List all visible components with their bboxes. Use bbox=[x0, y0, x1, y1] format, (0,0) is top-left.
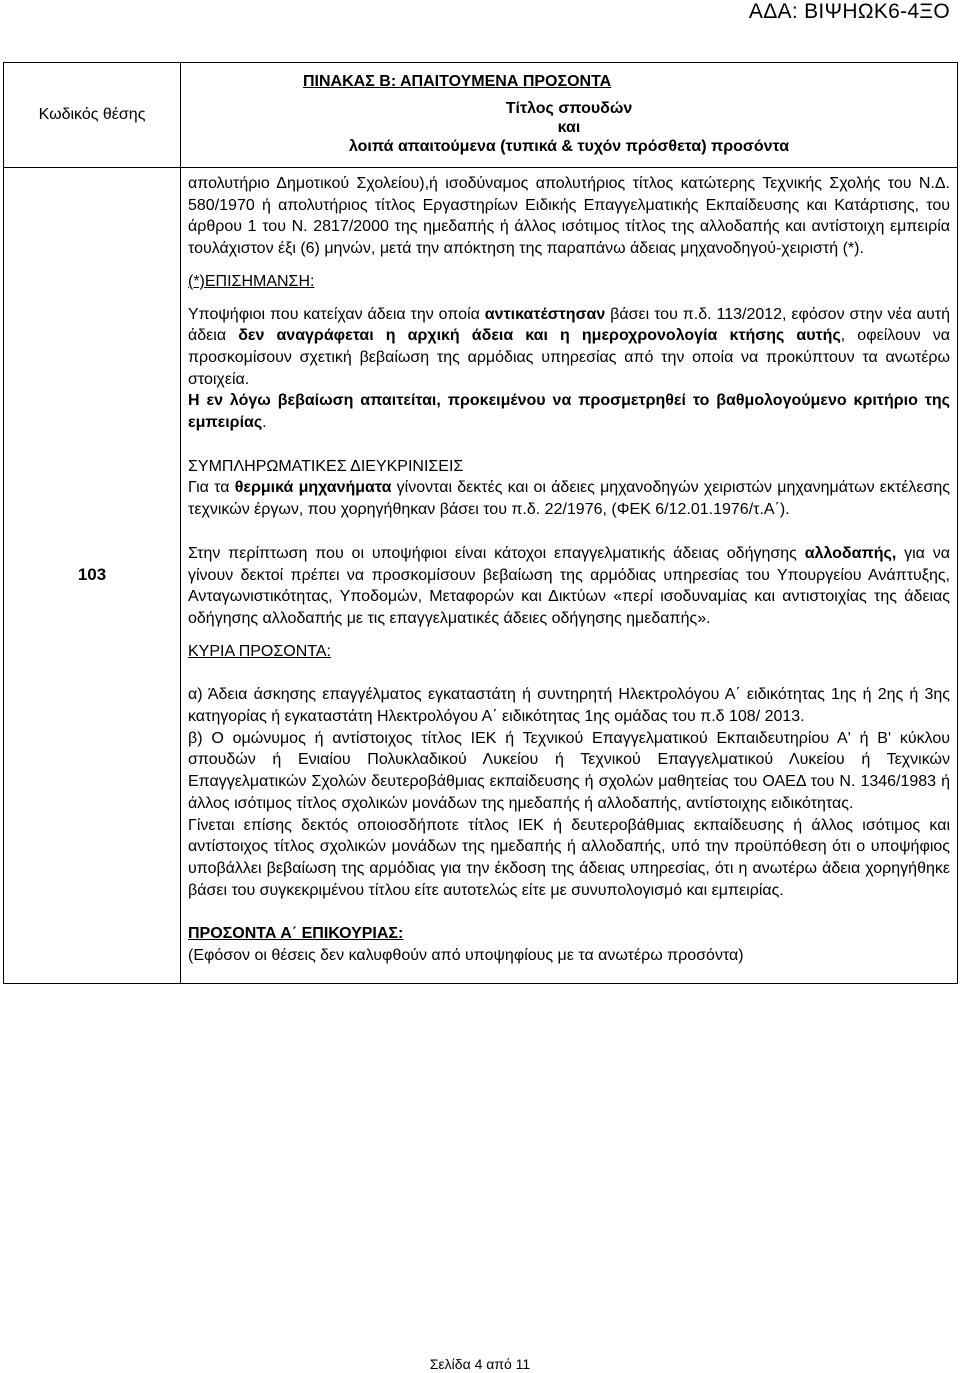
column-header-line-2: και bbox=[557, 119, 581, 136]
table-row bbox=[4, 168, 958, 984]
foreign-license-paragraph: Στην περίπτωση που οι υποψήφιοι είναι κάτοχοι επαγγελματικής άδειας οδήγησης αλλοδαπής, για να γίνουν δεκτοί πρέπει να προσκομίσουν βεβαίωση της αρμόδιας υπηρεσίας του Υπουργείου Ανάπτυξης, Ανταγωνιστικότητας, Υποδομών, Μεταφορών και Δικτύων «περί ισοδυναμίας και αντιστοιχίας της άδειας οδήγησης αλλοδαπής με τις επαγγελματικές άδειες οδήγησης ημεδαπής». bbox=[188, 544, 950, 627]
column-header-line-1: Τίτλος σπουδών bbox=[505, 100, 633, 117]
position-code: 103 bbox=[4, 168, 181, 984]
main-qualification-b: β) Ο ομώνυμος ή αντίστοιχος τίτλος ΙΕΚ ή Τεχνικού Επαγγελματικού Εκπαιδευτηρίου Α' ή Β' κύκλου σπουδών ή Ενιαίου Πολυκλαδικού Λυκείου ή Τεχνικού Επαγγελματικού Λυκείου ή Τεχνικών Επαγγελματικών Σχολών δευτεροβάθμιας εκπαίδευσης ή σχολών μαθητείας του ΟΑΕΔ του Ν. 1346/1983 ή άλλος ισότιμος τίτλος σχολικών μονάδων της ημεδαπής ή αλλοδαπής, αντίστοιχης ειδικότητας. bbox=[188, 729, 950, 812]
main-qualification-a: α) Άδεια άσκησης επαγγέλματος εγκαταστάτη ή συντηρητή Ηλεκτρολόγου Α΄ ειδικότητας 1ης ή 2ης ή 3ης κατηγορίας ή εγκαταστάτη Ηλεκτρολόγου Α΄ ειδικότητας 1ης ομάδας του π.δ 108/ 2013. bbox=[188, 686, 950, 726]
table-header-row bbox=[4, 63, 958, 168]
main-qualification-c: Γίνεται επίσης δεκτός οποιοσδήποτε τίτλος ΙΕΚ ή δευτεροβάθμιας εκπαίδευσης ή άλλος ισότιμος και αντίστοιχος τίτλος σχολικών μονάδων της ημεδαπής ή αλλοδαπής, υπό την προϋπόθεση ότι ο υποψήφιος υποβάλλει βεβαίωση της αρμόδιας για την έκδοση της άδειας υπηρεσίας, ότι η ανωτέρω άδεια χορηγήθηκε βάσει του συγκεκριμένου τίτλου είτε αυτοτελώς είτε με συνυπολογισμό και εμπειρίας. bbox=[188, 816, 950, 899]
requirements-table bbox=[3, 62, 958, 984]
main-qualifications-heading: ΚΥΡΙΑ ΠΡΟΣΟΝΤΑ: bbox=[188, 642, 331, 660]
document-id: ΑΔΑ: ΒΙΨΗΩΚ6-4ΞΟ bbox=[748, 0, 950, 23]
notice-paragraph: Υποψήφιοι που κατείχαν άδεια την οποία αντικατέστησαν βάσει του π.δ. 113/2012, εφόσον στην νέα αυτή άδεια δεν αναγράφεται η αρχική άδεια και η ημεροχρονολογία κτήσης αυτής, οφείλουν να προσκομίσουν σχετική βεβαίωση της αρμόδιας υπηρεσίας από την οποία να προκύπτουν τα ανωτέρω στοιχεία. Η εν λόγω βεβαίωση απαιτείται, προκειμένου να προσμετρηθεί το βαθμολογούμενο κριτήριο της εμπειρίας. bbox=[188, 305, 951, 432]
supplementary-paragraph: Για τα θερμικά μηχανήματα γίνονται δεκτές και οι άδειες μηχανοδηγών χειριστών μηχανημάτων εκτέλεσης τεχνικών έργων, που χορηγήθηκαν βάσει του π.δ. 22/1976, (ΦΕΚ 6/12.01.1976/τ.Α΄). bbox=[188, 479, 950, 519]
auxiliary-qualifications-text: (Εφόσον οι θέσεις δεν καλυφθούν από υποψηφίους με τα ανωτέρω προσόντα) bbox=[188, 947, 744, 965]
prerequisite-paragraph: απολυτήριο Δημοτικού Σχολείου),ή ισοδύναμος απολυτήριος τίτλος κατώτερης Τεχνικής Σχολής του Ν.Δ. 580/1970 ή απολυτήριος τίτλος Εργαστηρίων Ειδικής Επαγγελματικής Εκπαίδευσης και Κατάρτισης, του άρθρου 1 του Ν. 2817/2000 της ημεδαπής ή άλλος ισότιμος τίτλος της αλλοδαπής και αντίστοιχη εμπειρία τουλάχιστον έξι (6) μηνών, μετά την απόκτηση της παραπάνω άδειας μηχανοδηγού-χειριστή (*). bbox=[188, 175, 950, 258]
notice-heading: (*)ΕΠΙΣΗΜΑΝΣΗ: bbox=[188, 272, 315, 290]
qualifications-cell bbox=[181, 168, 958, 984]
supplementary-heading: ΣΥΜΠΛΗΡΩΜΑΤΙΚΕΣ ΔΙΕΥΚΡΙΝΙΣΕΙΣ bbox=[188, 457, 464, 475]
table-title: ΠΙΝΑΚΑΣ Β: ΑΠΑΙΤΟΥΜΕΝΑ ΠΡΟΣΟΝΤΑ bbox=[303, 73, 612, 90]
code-column-header: Κωδικός θέσης bbox=[4, 63, 181, 168]
qualifications-column-header bbox=[181, 63, 958, 168]
page-number: Σελίδα 4 από 11 bbox=[429, 1356, 531, 1372]
auxiliary-qualifications-heading: ΠΡΟΣΟΝΤΑ Α΄ ΕΠΙΚΟΥΡΙΑΣ: bbox=[188, 925, 404, 943]
column-header-line-3: λοιπά απαιτούμενα (τυπικά & τυχόν πρόσθετα) προσόντα bbox=[348, 138, 790, 155]
